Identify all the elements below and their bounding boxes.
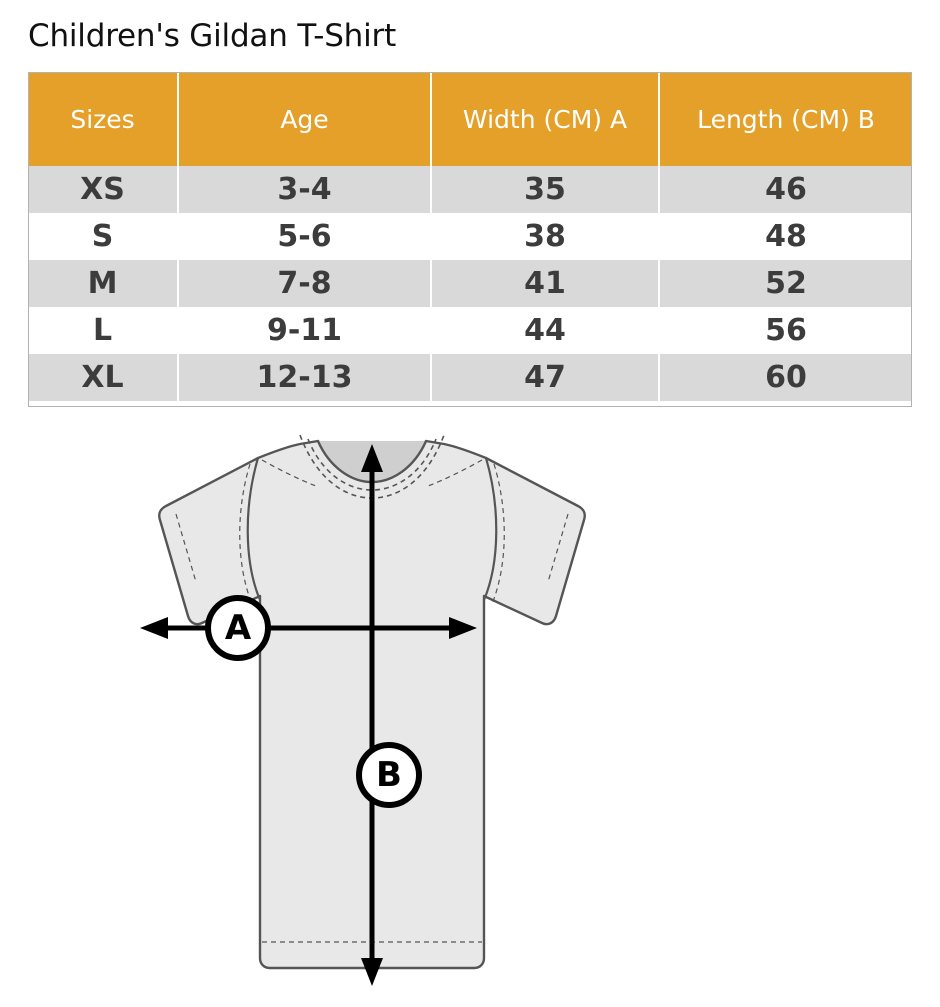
measure-badge-a-label: A: [224, 608, 252, 648]
cell-age: 3-4: [178, 166, 431, 213]
cell-length: 56: [659, 307, 912, 354]
column-header-width: Width (CM) A: [431, 72, 659, 166]
size-chart-table-container: [28, 72, 912, 401]
table-header-row: [28, 72, 912, 166]
cell-size: XL: [28, 354, 178, 401]
cell-age: 5-6: [178, 213, 431, 260]
cell-size: XS: [28, 166, 178, 213]
column-header-sizes: Sizes: [28, 72, 178, 166]
table-row: [28, 166, 912, 213]
cell-size: L: [28, 307, 178, 354]
table-row: [28, 307, 912, 354]
cell-size: M: [28, 260, 178, 307]
measure-badge-a: [208, 598, 268, 658]
cell-length: 48: [659, 213, 912, 260]
cell-length: 52: [659, 260, 912, 307]
cell-age: 12-13: [178, 354, 431, 401]
cell-width: 38: [431, 213, 659, 260]
cell-age: 7-8: [178, 260, 431, 307]
tshirt-measurement-diagram: [0, 430, 940, 1007]
cell-length: 46: [659, 166, 912, 213]
cell-age: 9-11: [178, 307, 431, 354]
measure-badge-b-label: B: [376, 755, 402, 795]
measure-badge-b: [359, 745, 419, 805]
cell-length: 60: [659, 354, 912, 401]
column-header-length: Length (CM) B: [659, 72, 912, 166]
table-row: [28, 354, 912, 401]
size-chart-table: [28, 72, 912, 401]
cell-width: 41: [431, 260, 659, 307]
cell-width: 35: [431, 166, 659, 213]
table-row: [28, 260, 912, 307]
cell-size: S: [28, 213, 178, 260]
column-header-age: Age: [178, 72, 431, 166]
page-title: Children's Gildan T-Shirt: [28, 18, 397, 54]
cell-width: 44: [431, 307, 659, 354]
table-row: [28, 213, 912, 260]
cell-width: 47: [431, 354, 659, 401]
